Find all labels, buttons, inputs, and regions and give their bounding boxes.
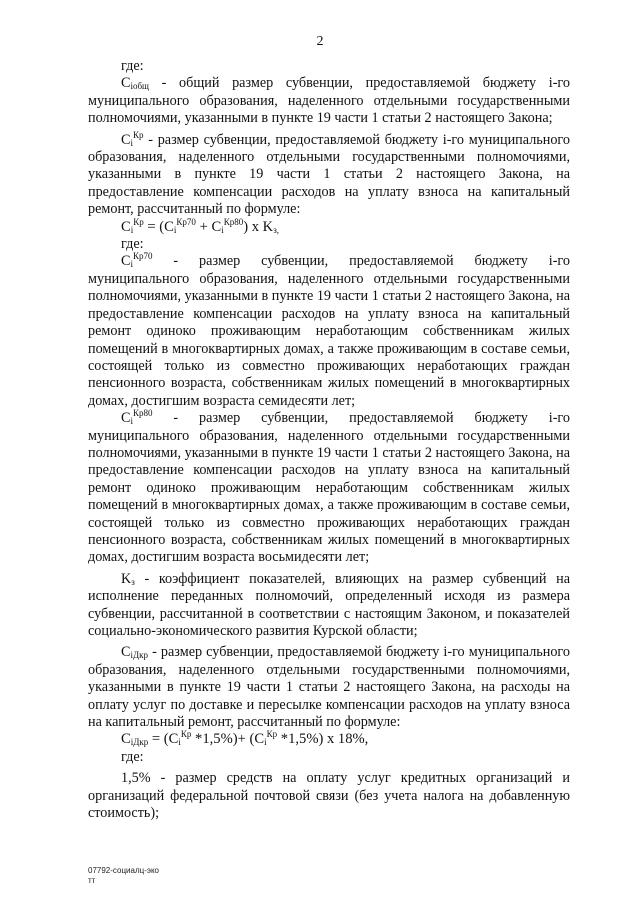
formula-part: *1,5%) x 18%,	[277, 731, 369, 748]
definition-text: - размер субвенции, предоставляемой бюджету i-го муниципального образования, наделенного отдельными государственными полномочиями, указанными в пункте 19 части 1 статьи 2 настоящего Закона, на предоставление компенсации расходов на уплату взноса на капитальный ремонт одиноко проживающим неработающим собственникам жилых помещений в многоквартирных домах, а также проживающим в составе семьи, состоящей только из совместно проживающих неработающих граждан пенсионного возраста, собственникам жилых помещений в многоквартирных домах, достигшим возраста восьмидесяти лет;	[88, 410, 570, 566]
definition-c-obsh	[88, 75, 570, 127]
symbol: C	[121, 253, 131, 270]
definition-c-kr80	[88, 410, 570, 567]
subscript: з,	[273, 224, 280, 235]
subscript: i	[178, 737, 181, 748]
subscript: з	[131, 576, 135, 587]
where-label-2: где:	[121, 236, 144, 253]
subscript: iобщ	[130, 81, 149, 92]
formula-part: + C	[195, 218, 222, 235]
formula-c-kr	[88, 216, 570, 236]
superscript: Кр80	[223, 216, 244, 227]
definition-text: - размер субвенции, предоставляемой бюджету i-го муниципального образования, наделенного отдельными государственными полномочиями, указанными в пункте 19 части 1 статьи 2 настоящего Закона, на предоставление компенсации расходов на уплату взноса на капитальный ремонт одиноко проживающим неработающим собственникам жилых помещений в многоквартирных домах, а также проживающим в составе семьи, состоящей только из совместно проживающих неработающих граждан пенсионного возраста, собственникам жилых помещений в многоквартирных домах, достигшим возраста семидесяти лет;	[88, 253, 570, 409]
formula-part: ) x K	[243, 218, 274, 235]
formula-lhs: C	[121, 731, 131, 748]
definition-k-z	[88, 571, 570, 641]
footer-line-2: тт	[88, 876, 96, 885]
subscript: i	[173, 224, 177, 235]
footer-code	[88, 866, 159, 886]
symbol: K	[121, 570, 132, 587]
definition-text: - общий размер субвенции, предоставляемой бюджету i-го муниципального образования, наделенного отдельными государственными полномочиями, указанными в пункте 19 части 1 статьи 2 настоящего Закона;	[88, 75, 570, 127]
definition-text: - размер субвенции, предоставляемой бюджету i-го муниципального образования, наделенного отдельными государственными полномочиями, указанными в пункте 19 части 1 статьи 2 настоящего Закона, на предоставление компенсации расходов на уплату взноса на капитальный ремонт, рассчитанный по формуле:	[88, 131, 570, 218]
definition-c-dkr	[88, 644, 570, 731]
subscript: iДкр	[130, 650, 148, 661]
subscript: i	[221, 224, 224, 235]
formula-part: *1,5%)+ (C	[191, 731, 265, 748]
where-label-3: где:	[121, 748, 144, 765]
document-body	[88, 58, 570, 822]
subscript: i	[130, 137, 133, 148]
symbol: C	[121, 644, 131, 661]
superscript: Кр	[132, 129, 144, 140]
definition-pct: 1,5% - размер средств на оплату услуг кредитных организаций и организаций федеральной почтовой связи (без учета налога на добавленную стоимость);	[88, 770, 570, 822]
symbol: C	[121, 131, 131, 148]
definition-text: - размер субвенции, предоставляемой бюджету i-го муниципального образования, наделенного отдельными государственными полномочиями, указанными в пункте 19 части 1 статьи 2 настоящего Закона, на расходы на оплату услуг по доставке и пересылке компенсации расходов на уплату взноса на капитальный ремонт, рассчитанный по формуле:	[88, 644, 570, 731]
superscript: Кр	[133, 216, 144, 227]
definition-c-kr	[88, 129, 570, 219]
symbol: C	[121, 410, 131, 427]
symbol: C	[121, 75, 131, 92]
subscript: iДкр	[130, 737, 149, 748]
where-label-1: где:	[121, 58, 144, 74]
subscript: i	[130, 416, 133, 427]
formula-part: = (C	[143, 218, 174, 235]
formula-part: = (C	[148, 731, 179, 748]
definition-text: - коэффициент показателей, влияющих на размер субвенций на исполнение переданных полномочий, определенный исходя из размера субвенции, рассчитанной в соответствии с настоящим Законом, и показателей социально-экономического развития Курской области;	[88, 570, 570, 639]
page-number: 2	[316, 34, 324, 49]
superscript: Кр	[266, 729, 278, 740]
subscript: i	[130, 224, 134, 235]
subscript: i	[264, 737, 267, 748]
footer-line-1: 07792-социалц-эко	[88, 866, 159, 875]
superscript: Кр	[180, 729, 192, 740]
superscript: Кр70	[176, 216, 196, 227]
superscript: Кр80	[132, 408, 153, 419]
subscript: i	[130, 259, 133, 270]
formula-c-dkr	[88, 731, 570, 748]
formula-lhs: C	[121, 218, 131, 235]
superscript: Кр70	[132, 251, 153, 262]
definition-c-kr70	[88, 253, 570, 410]
